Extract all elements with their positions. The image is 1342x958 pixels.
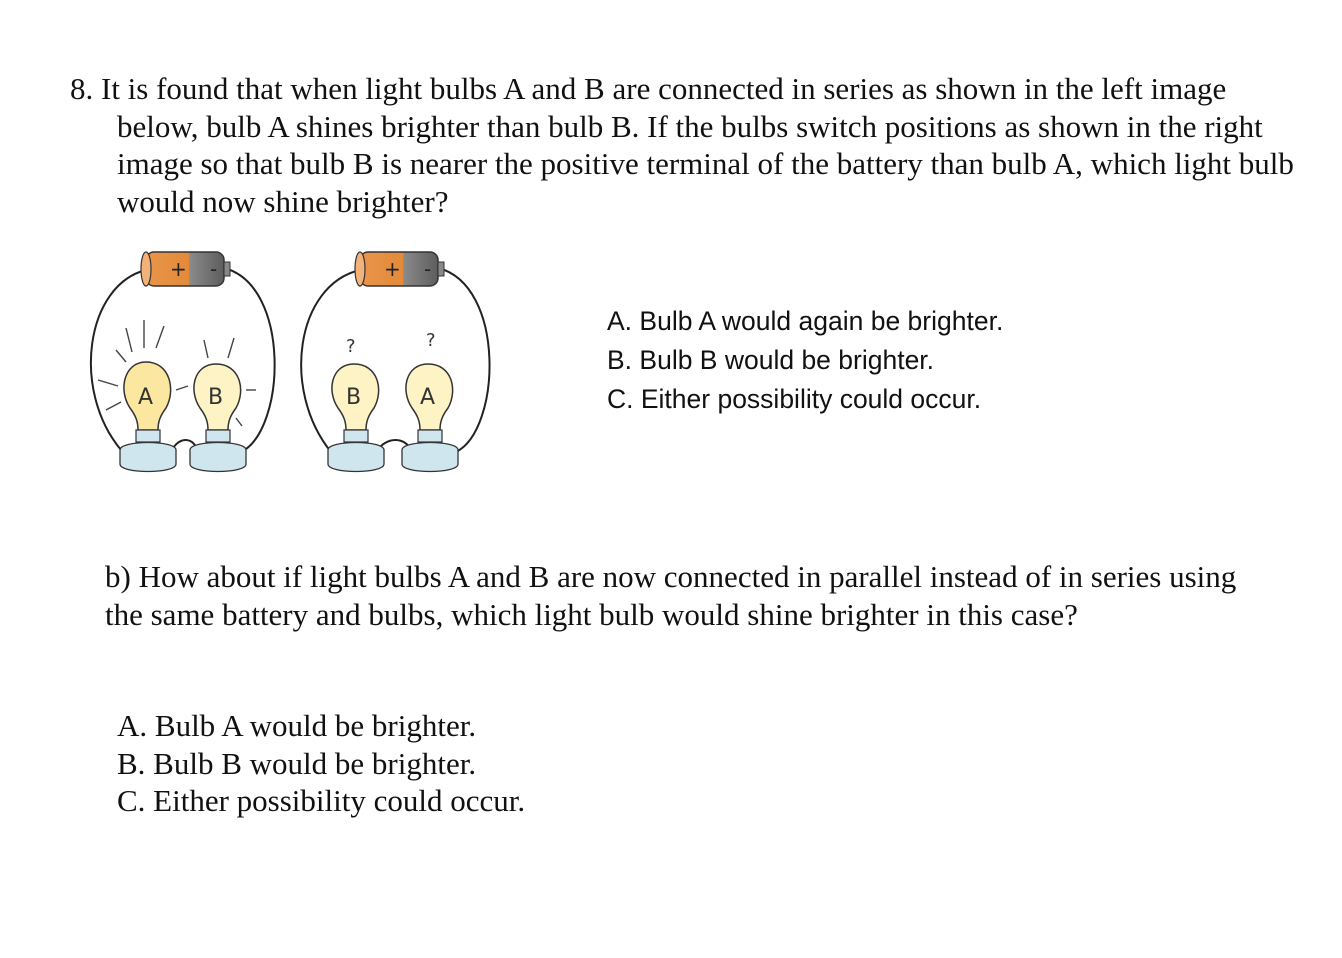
left-circuit	[91, 252, 275, 472]
right-question-mark-2: ?	[426, 330, 436, 351]
right-battery	[355, 252, 444, 286]
right-question-mark-1: ?	[346, 336, 356, 357]
choice-c[interactable]: C. Either possibility could occur.	[607, 384, 982, 414]
part-b-choice-a[interactable]: A. Bulb A would be brighter.	[117, 708, 477, 743]
circuit-figure	[76, 240, 496, 490]
part-b-choices	[117, 707, 525, 820]
right-bulb-a-label: A	[420, 385, 436, 410]
right-circuit	[301, 252, 489, 472]
right-bulb-b	[328, 364, 384, 472]
right-battery-plus: +	[384, 257, 401, 281]
left-bulb-a	[120, 362, 176, 472]
left-bulb-b	[190, 364, 246, 472]
left-bulb-b-label: B	[208, 385, 224, 410]
right-bulb-a	[402, 364, 458, 472]
choice-a[interactable]: A. Bulb A would again be brighter.	[607, 306, 1004, 336]
choice-b[interactable]: B. Bulb B would be brighter.	[607, 345, 935, 375]
left-bulb-a-label: A	[138, 385, 154, 410]
left-battery	[141, 252, 230, 286]
left-battery-plus: +	[170, 257, 187, 281]
left-battery-minus: -	[210, 257, 218, 281]
part-b-choice-b[interactable]: B. Bulb B would be brighter.	[117, 745, 477, 781]
part-b-choice-c[interactable]: C. Either possibility could occur.	[117, 783, 526, 818]
right-battery-minus: -	[424, 257, 432, 281]
question-choices	[607, 302, 1003, 419]
part-b-text: b) How about if light bulbs A and B are now connected in parallel instead of in series using the same battery and bulbs, which light bulb would shine brighter in this case?	[105, 559, 1237, 632]
question-text: 8. It is found that when light bulbs A and B are connected in series as shown in the left image below, bulb A shines brighter than bulb B. If the bulbs switch positions as shown in the right image so that bulb B is nearer the positive terminal of the battery than bulb A, which light bulb would now shine brighter?	[70, 71, 1294, 219]
right-bulb-b-label: B	[346, 385, 362, 410]
